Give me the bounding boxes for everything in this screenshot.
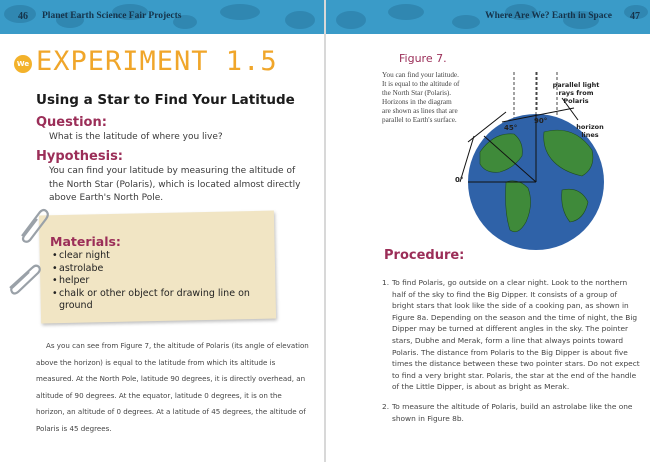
page-number-left: 46 [18,11,28,22]
step-text: To measure the altitude of Polaris, build an astrolabe like the one shown in Figure 8b. [392,401,633,423]
right-page-header [326,0,650,34]
page-number-right: 47 [630,11,640,22]
procedure-heading: Procedure: [384,248,465,263]
list-item [382,401,640,424]
hypothesis-heading: Hypothesis: [36,149,124,164]
list-item [382,277,640,393]
step-number: 1. [382,278,390,287]
step-text: To find Polaris, go outside on a clear night. Look to the northern half of the sky to find the Big Dipper. It consists of a group of bright stars that look like the side of a cooking pan, as shown in Figure 8a. Depending on the season and the time of night, the Big Dipper may be turned at different angles in the sky. The pointer stars, Dubhe and Merak, form a line that always points toward Polaris. The distance from Polaris to the Big Dipper is about five times the distance between these two pointer stars. Do not expect to find a very bright star. Polaris, the star at the end of the handle of the Little Dipper, is about as bright as Merak. [392,278,640,392]
figure-title: Figure 7. [399,52,447,65]
right-page [326,0,650,462]
experiment-title: EXPERIMENT 1.5 [36,46,278,77]
question-heading: Question: [36,115,107,130]
procedure-steps [382,277,640,432]
experiment-subtitle: Using a Star to Find Your Latitude [36,92,295,108]
hypothesis-text: You can find your latitude by measuring the altitude of the North Star (Polaris), which is located almost directly above Earth's North Pole. [49,166,301,203]
list-item: • clear night [52,250,262,263]
list-item: • astrolabe [52,263,262,276]
list-item: • chalk or other object for drawing line on ground [52,288,262,313]
angle-45-label: 45° [504,124,518,132]
left-page [0,0,324,462]
paperclip-icon-2 [4,258,44,298]
body-paragraph: As you can see from Figure 7, the altitude of Polaris (its angle of elevation above the horizon) is equal to the latitude from which its altitude is measured. At the North Pole, latitude 90 degrees, it is directly overhead, an altitude of 90 degrees. At the equator, latitude 0 degrees, it is on the horizon, an altitude of 0 degrees. At a latitude of 45 degrees, the altitude of Polaris is 45 degrees. [36,341,309,433]
globe-diagram [444,72,644,252]
experiment-logo: We [14,55,32,73]
paperclip-icon [16,206,52,246]
angle-0-label: 0° [455,176,464,184]
horizon-label: horizon lines [576,123,604,139]
figure-caption: You can find your latitude. It is equal to the altitude of the North Star (Polaris). Horizons in the diagram are shown as lines that are parallel to Earth's surface. [382,71,460,124]
list-item: • helper [52,275,262,288]
step-number: 2. [382,401,390,411]
rays-label: parallel light rays from Polaris [552,81,600,105]
running-head-left: Planet Earth Science Fair Projects [42,11,182,21]
materials-list [52,250,262,313]
materials-heading: Materials: [50,234,121,249]
left-page-header [0,0,324,34]
question-text: What is the latitude of where you live? [49,132,223,142]
angle-90-label: 90° [534,117,548,125]
running-head-right: Where Are We? Earth in Space [485,11,612,21]
